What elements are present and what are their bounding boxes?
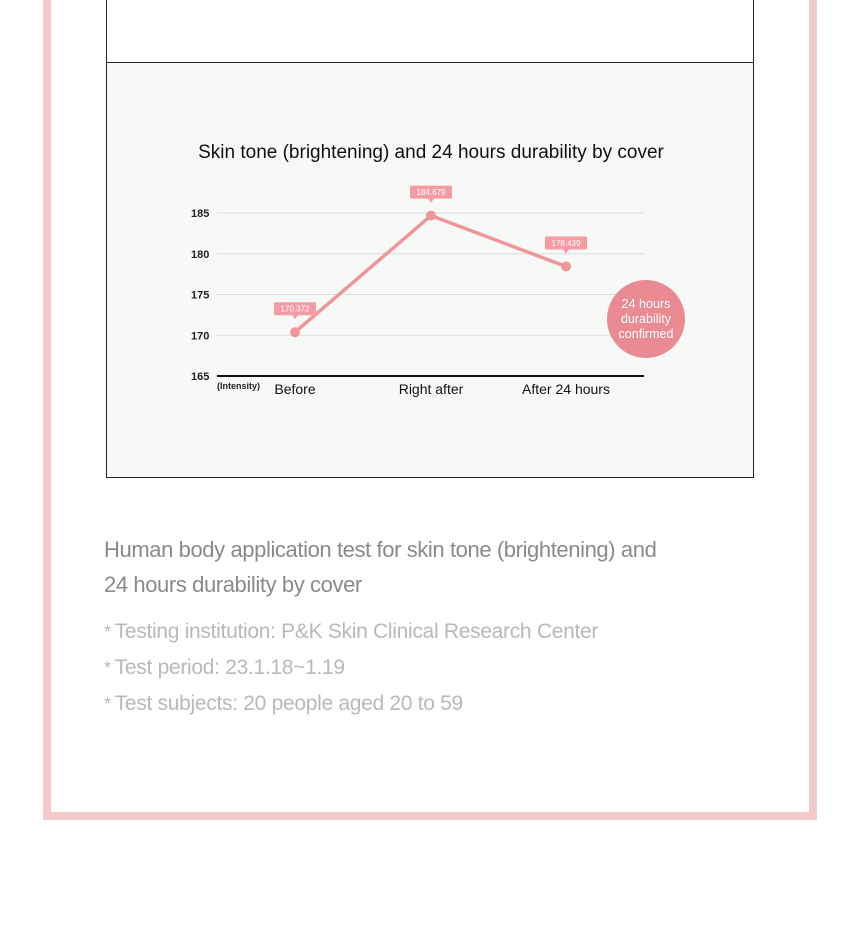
badge-text: durability [620,312,672,326]
note-asterisk: * [104,694,111,714]
test-notes [104,614,598,722]
badge-text: 24 hours [621,297,671,311]
note-text: Testing institution: P&K Skin Clinical Research Center [114,620,599,643]
data-label: 184.679 [416,188,446,198]
y-tick-label: 170 [191,330,210,343]
caption-line-1: Human body application test for skin tone (brightening) and [104,537,657,562]
note-text: Test period: 23.1.18~1.19 [114,656,345,679]
badge-text: confirmed [618,327,674,341]
data-label-pointer [563,249,569,253]
y-tick-label: 175 [191,289,210,302]
chart-panel [106,62,754,478]
x-tick-label: Right after [398,381,464,397]
note-asterisk: * [104,658,111,678]
x-tick-label: After 24 hours [522,381,610,397]
y-tick-label: 165 [191,371,210,383]
note-asterisk: * [104,622,111,642]
x-tick-label: Before [274,381,316,397]
chart-title: Skin tone (brightening) and 24 hours durability by cover [198,142,664,163]
chart-caption [104,532,744,602]
y-axis-label: (Intensity) [217,381,261,391]
y-tick-label: 185 [191,208,210,220]
data-label-pointer [428,199,434,203]
data-point [426,211,436,221]
data-point [290,327,300,337]
note-text: Test subjects: 20 people aged 20 to 59 [114,692,463,715]
data-label: 170.372 [280,304,310,314]
data-point [561,261,571,271]
y-tick-label: 180 [191,248,210,261]
data-label: 178.439 [551,238,581,248]
series-line [295,216,566,333]
note-subjects [104,686,598,722]
line-chart [107,63,755,479]
note-period [104,650,598,686]
note-institution [104,614,598,650]
upper-panel [106,0,754,63]
data-label-pointer [292,315,298,319]
caption-line-2: 24 hours durability by cover [104,572,362,597]
